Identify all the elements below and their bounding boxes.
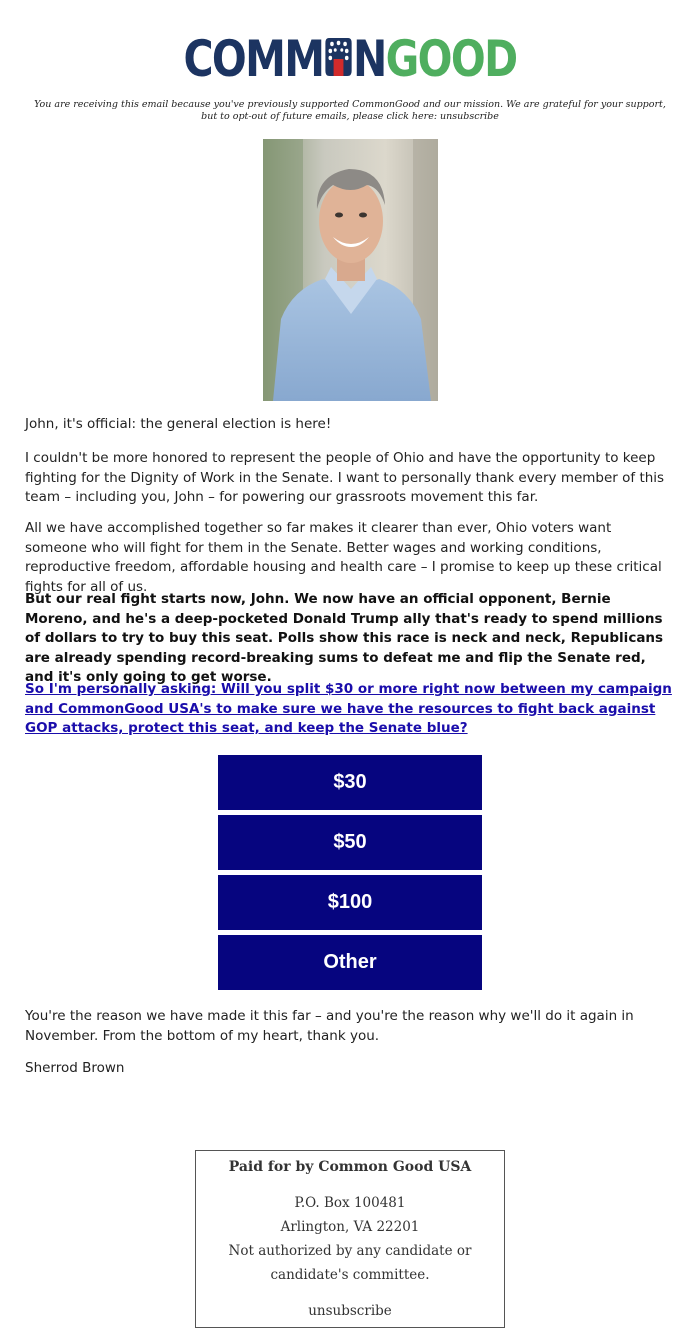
paragraph-1: I couldn't be more honored to represent the people of Ohio and have the opportunity to keep fighting for the Dignity of Work in the Senate. I want to personally thank every member of this team – including you, John – for powering our grassroots movement this far. [25,450,665,505]
donate-50-button[interactable]: $50 [218,815,482,870]
ask-paragraph [25,680,677,739]
signature: Sherrod Brown [25,1060,125,1076]
greeting-text: John, it's official: the general election is here! [25,416,332,432]
logo-common-text: COMM [183,30,324,88]
disclaimer-line-2: candidate's committee. [270,1267,430,1283]
po-box-text: P.O. Box 100481 [294,1195,406,1211]
donate-ask-link[interactable]: So I'm personally asking: Will you split $30 or more right now between my campaign and CommonGood USA's to make sure we have the resources to fight back against GOP attacks, protect this seat, and keep the Senate blue? [25,681,672,736]
logo-star-o-icon [324,35,352,79]
disclaimer-line-1: Not authorized by any candidate or [228,1243,472,1259]
optout-notice: You are receiving this email because you've previously supported CommonGood and our mission. We are grateful for your support, but to opt-out of future emails, please click here: unsubscribe [34,99,666,122]
donate-100-button[interactable]: $100 [218,875,482,930]
paid-for-disclaimer-box [195,1150,505,1328]
city-text: Arlington, VA 22201 [280,1219,420,1235]
candidate-photo [263,139,438,401]
paid-for-text: Paid for by Common Good USA [228,1159,472,1175]
donate-30-button[interactable]: $30 [218,755,482,810]
unsubscribe-link[interactable]: unsubscribe [308,1303,392,1319]
logo-good-text: GOOD [385,30,517,88]
bold-paragraph: But our real fight starts now, John. We now have an official opponent, Bernie Moreno, and he's a deep-pocketed Donald Trump ally that's ready to spend millions of dollars to try to buy this seat. Polls show this race is neck and neck, Republicans are already spending record-breaking sums to defeat me and flip the Senate red, and it's only going to get worse. [25,591,664,685]
donate-other-button[interactable]: Other [218,935,482,990]
commongood-logo [63,30,637,88]
closing-text: You're the reason we have made it this far – and you're the reason why we'll do it again in November. From the bottom of my heart, thank you. [25,1008,634,1044]
paragraph-2: All we have accomplished together so far makes it clearer than ever, Ohio voters want someone who will fight for them in the Senate. Better wages and working conditions, reproductive freedom, affordable housing and health care – I promise to keep up these critical fights for all of us. [25,520,662,595]
logo-n-text: N [352,30,386,88]
